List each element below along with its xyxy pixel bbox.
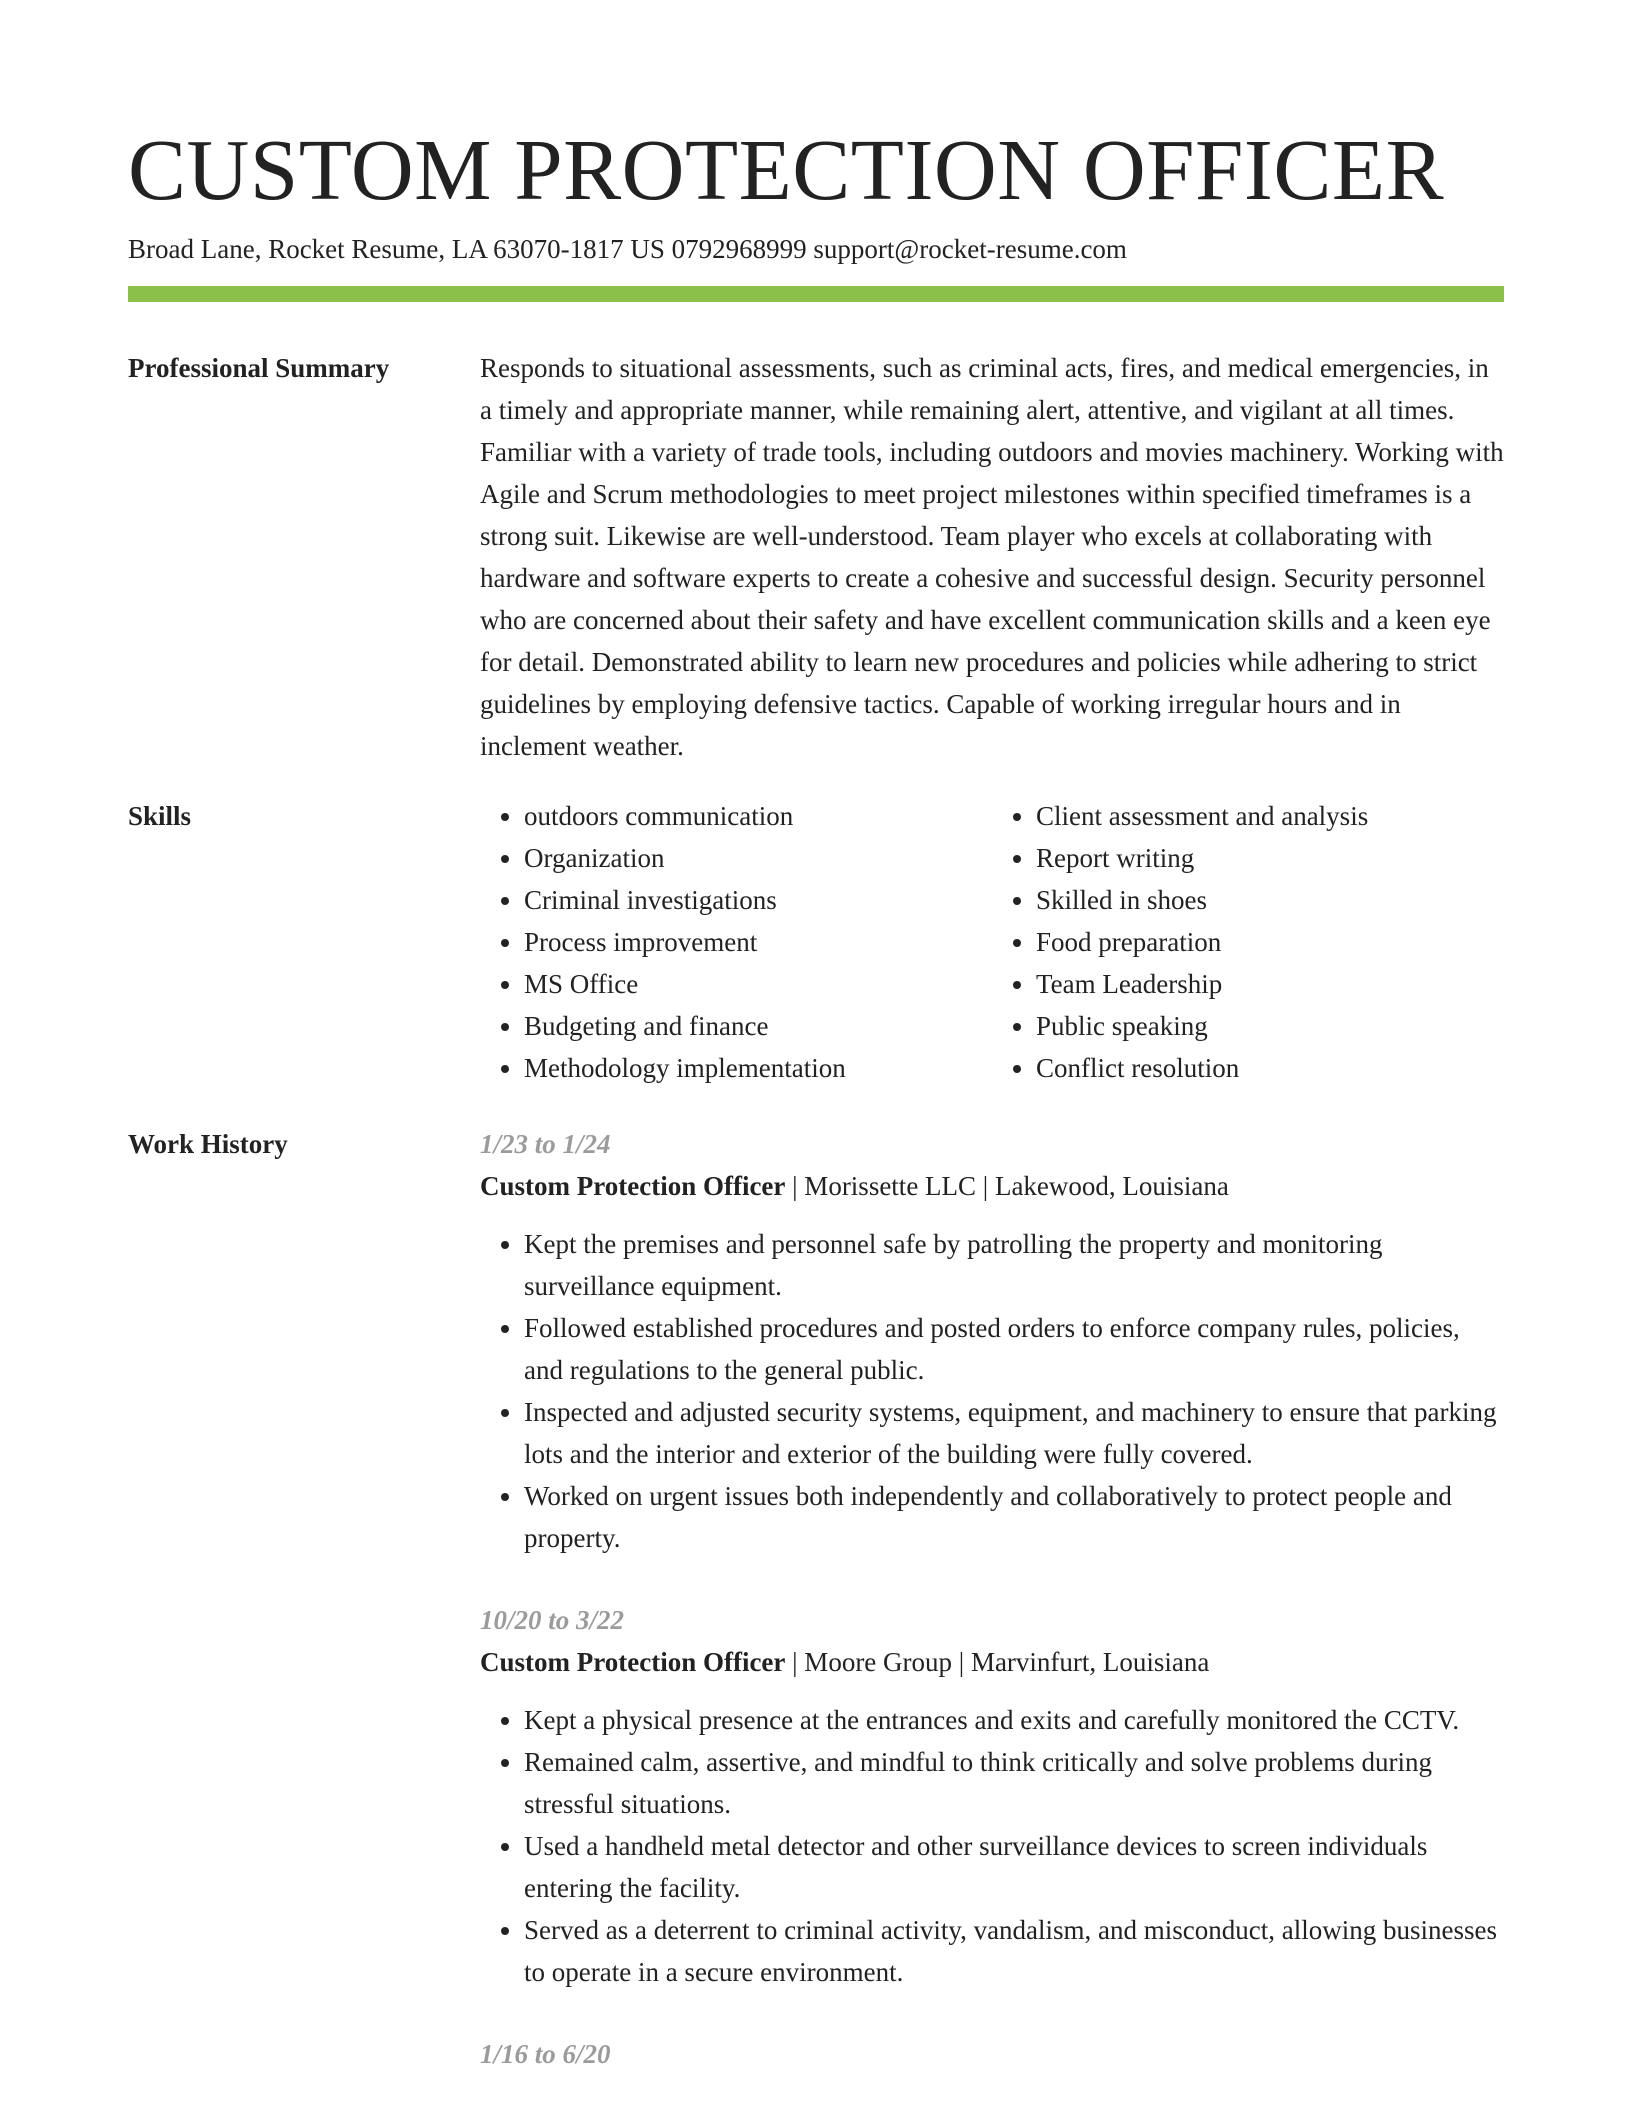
job-date: 1/23 to 1/24 [480,1129,611,1159]
skill-item: • outdoors communication [524,795,992,837]
skill-item: • Process improvement [524,921,992,963]
job-date: 10/20 to 3/22 [480,1605,625,1635]
skill-item: • Organization [524,837,992,879]
job-duty-item: • Followed established procedures and posted orders to enforce company rules, policies, and regulations to the general public. [524,1307,1504,1391]
skill-item: • Report writing [1036,837,1504,879]
job-duties [480,1699,1504,1993]
contact-info: Broad Lane, Rocket Resume, LA 63070-1817 US 0792968999 support@rocket-resume.com [128,234,1127,264]
job-duty-item: • Kept the premises and personnel safe by patrolling the property and monitoring surveillance equipment. [524,1223,1504,1307]
job-title-line [480,1165,1504,1207]
job-duty-item: • Kept a physical presence at the entrances and exits and carefully monitored the CCTV. [524,1699,1504,1741]
job-title-line [480,1641,1504,1683]
job-duties [480,1223,1504,1559]
skill-item: • Criminal investigations [524,879,992,921]
skill-item: • Team Leadership [1036,963,1504,1005]
summary-heading: Professional Summary [128,353,390,383]
skill-item: • Budgeting and finance [524,1005,992,1047]
job-entry [480,1599,1504,1993]
job-duty-item: • Worked on urgent issues both independently and collaboratively to protect people and property. [524,1475,1504,1559]
job-date: 1/16 to 6/20 [480,2039,611,2069]
accent-divider [128,286,1504,302]
skill-item: • Conflict resolution [1036,1047,1504,1089]
summary-text: Responds to situational assessments, such as criminal acts, fires, and medical emergencies, in a timely and appropriate manner, while remaining alert, attentive, and vigilant at all times. Familiar with a variety of trade tools, including outdoors and movies machinery. Working with Agile and Scrum methodologies to meet project milestones within specified timeframes is a strong suit. Likewise are well-understood. Team player who excels at collaborating with hardware and software experts to create a cohesive and successful design. Security personnel who are concerned about their safety and have excellent communication skills and a keen eye for detail. Demonstrated ability to learn new procedures and policies while adhering to strict guidelines by employing defensive tactics. Capable of working irregular hours and in inclement weather. [480,353,1504,761]
skill-item: • MS Office [524,963,992,1005]
job-employer-location: | Moore Group | Marvinfurt, Louisiana [785,1647,1210,1677]
job-duty-item: • Inspected and adjusted security systems, equipment, and machinery to ensure that parking lots and the interior and exterior of the building were fully covered. [524,1391,1504,1475]
job-entry [480,2033,1504,2075]
job-duty-item: • Served as a deterrent to criminal activity, vandalism, and misconduct, allowing businesses to operate in a secure environment. [524,1909,1504,1993]
skills-grid [480,795,1504,1089]
skill-item: • Food preparation [1036,921,1504,963]
candidate-name: CUSTOM PROTECTION OFFICER [128,121,1445,218]
skill-item: • Client assessment and analysis [1036,795,1504,837]
work-history-body [480,1123,1504,2115]
summary-body [480,347,1504,767]
skill-item: • Public speaking [1036,1005,1504,1047]
skill-item: • Methodology implementation [524,1047,992,1089]
job-duty-item: • Used a handheld metal detector and other surveillance devices to screen individuals entering the facility. [524,1825,1504,1909]
work-history-heading: Work History [128,1129,288,1159]
skills-column-right [992,795,1504,1089]
job-duty-item: • Remained calm, assertive, and mindful to think critically and solve problems during stressful situations. [524,1741,1504,1825]
job-title: Custom Protection Officer [480,1647,786,1677]
job-employer-location: | Morissette LLC | Lakewood, Louisiana [785,1171,1229,1201]
skills-column-left [480,795,992,1089]
skill-item: • Skilled in shoes [1036,879,1504,921]
job-entry [480,1123,1504,1559]
skills-body [480,795,1504,1089]
skills-heading: Skills [128,801,192,831]
job-title: Custom Protection Officer [480,1171,786,1201]
